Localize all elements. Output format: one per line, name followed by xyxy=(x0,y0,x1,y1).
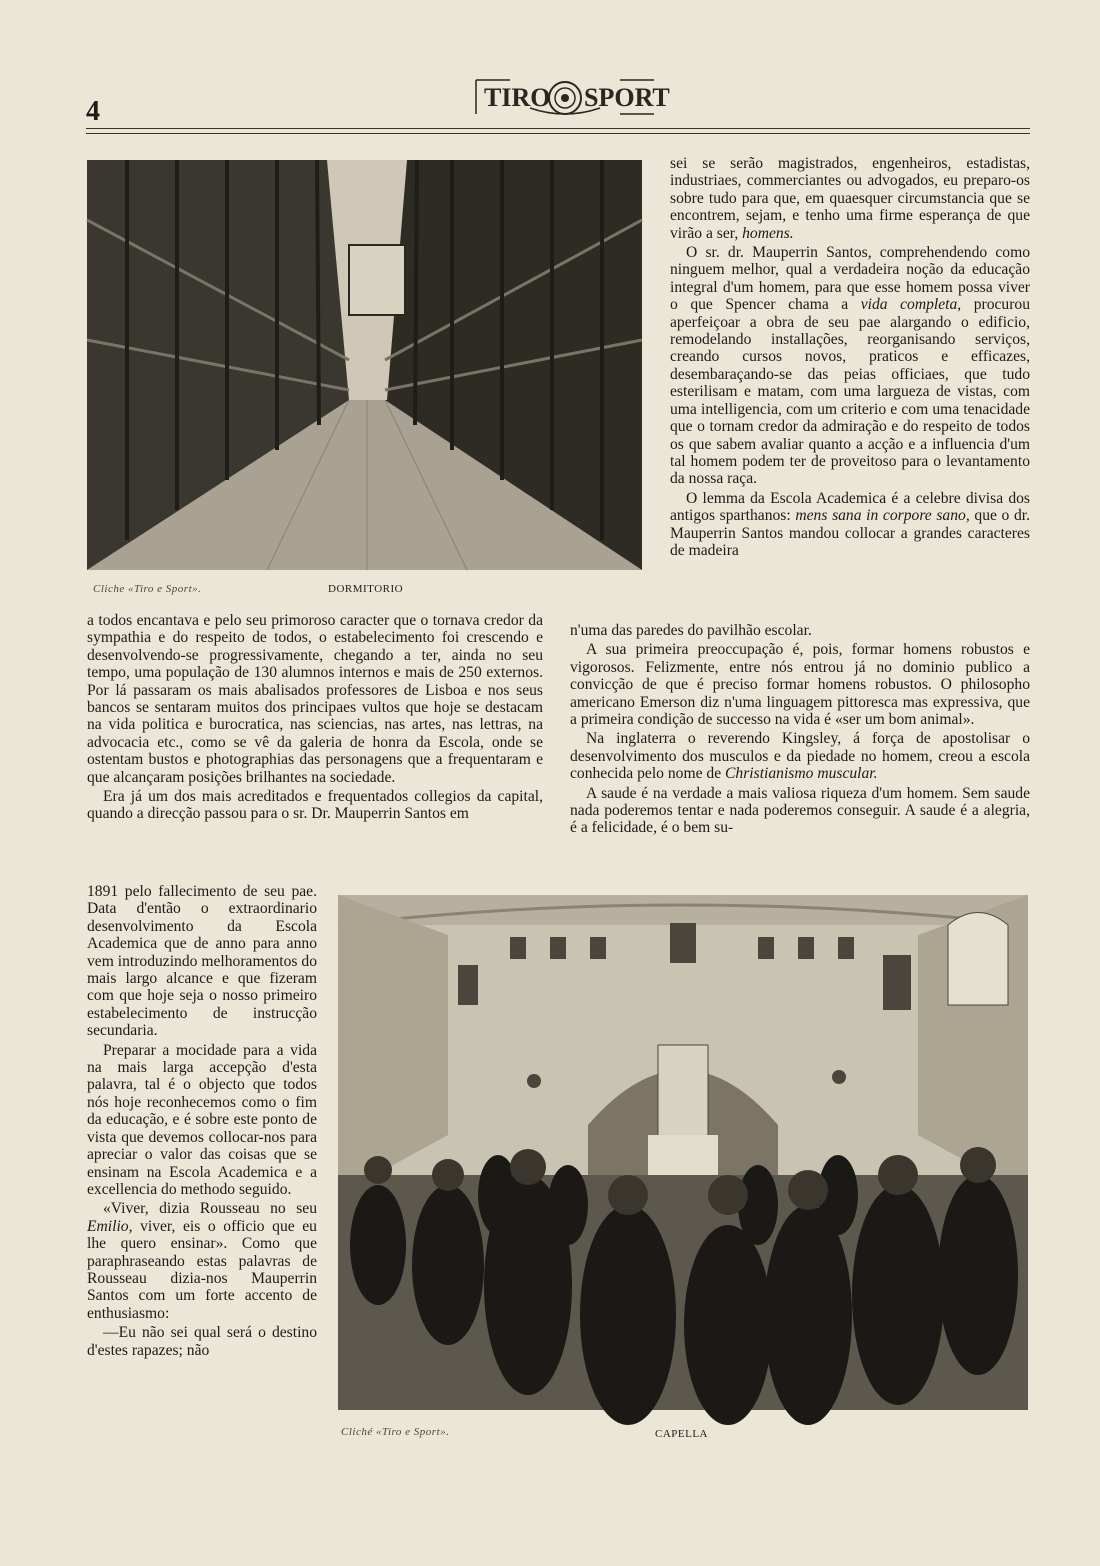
text-run: «Viver, dizia Rousseau no seu xyxy=(103,1200,317,1218)
dormitorio-caption: DORMITORIO xyxy=(328,583,404,595)
paragraph xyxy=(670,244,1030,488)
dormitorio-photo xyxy=(87,160,642,570)
paragraph: A sua primeira preoccupação é, pois, formar homens robustos e vigorosos. Felizmente, entre nós entrou já no dominio publico a convicção de que é preciso formar homens robustos. O philosopho americano Emerson diz n'uma linguagem pittoresca mas expressiva, que a primeira condição de successo na vida é «ser um bom animal». xyxy=(570,641,1030,729)
paragraph: a todos encantava e pelo seu primoroso caracter que o tornava credor da sympathia e do respeito de todos, o estabelecimento foi crescendo e desenvolvendo-se progressivamente, chegando a ter, ainda no seu tempo, uma população de 130 alumnos internos e mais de 250 externos. Por lá passaram os mais abalisados professores de Lisboa e nos seus bancos se sentaram muitos dos principaes vultos que hoje se destacam na vida politica e burocratica, nas sciencias, nas artes, nas lettras, na advocacia etc., como se vê da galeria de honra da Escola, onde se ostentam bustos e photographias das personagens que a frequentaram e que alcançaram posições brilhantes na sociedade. xyxy=(87,612,543,786)
emphasis: homens. xyxy=(742,224,794,242)
text-run: Na inglaterra o reverendo Kingsley, á força de apostolisar o desenvolvimento dos musculos e da piedade no homem, creou a escola conhecida pelo nome de xyxy=(570,730,1030,783)
paragraph: Preparar a mocidade para a vida na mais larga accepção d'esta palavra, tal é o objecto que todos nós hoje reconhecemos como o fim da educação, e é sobre este ponto de vista que devemos collocar-nos para apreciar o valor das coisas que se ensinam na Escola Academica e a excellencia do methodo seguido. xyxy=(87,1041,317,1198)
paragraph xyxy=(670,490,1030,560)
header-rule-thin xyxy=(86,133,1030,134)
page-number: 4 xyxy=(86,96,100,127)
text-run: procurou aperfeiçoar a obra de seu pae alargando o edificio, remodelando installações, reorganisando serviços, creando cursos novos, praticos e efficazes, desembaraçando-se das peias officiaes, que tudo esterilisam e matam, com uma largueza de vistas, com uma intelligencia, com um criterio e com uma tenacidade que o tornam credor da admiração e do respeito de todos os que sabem avaliar quanto a acção e a influencia d'um tal homem podem ter de proveitoso para o levantamento da nossa raça. xyxy=(670,296,1031,488)
left-column xyxy=(87,612,543,823)
paragraph xyxy=(87,1200,317,1322)
text-run: viver, eis o officio que eu lhe quero ensinar». Como que paraphraseando estas palavras de Rousseau dizia-nos Mauperrin Santos com um forte accento de enthusiasmo: xyxy=(87,1217,317,1322)
capella-credit: Cliché «Tiro e Sport». xyxy=(341,1426,450,1438)
text-run: sei se serão magistrados, engenheiros, estadistas, industriaes, commerciantes ou advogados, eu preparo-os sobre tudo para que, em quaesquer circumstancia que se encontrem, sejam, e tenho uma firme esperança de que virão a ser, xyxy=(670,155,1030,242)
paragraph xyxy=(670,155,1030,242)
svg-text:TIRO: TIRO xyxy=(484,83,551,112)
emphasis: vida completa, xyxy=(860,296,962,314)
paragraph: n'uma das paredes do pavilhão escolar. xyxy=(570,622,812,639)
header-rule xyxy=(86,128,1030,129)
emphasis: Christianismo muscular. xyxy=(725,765,878,783)
wide-column xyxy=(570,622,1030,837)
paragraph: A saude é na verdade a mais valiosa riqueza d'um homem. Sem saude nada poderemos tentar e nada poderemos conseguir. A saude é a alegria, é a felicidade, é o bem su- xyxy=(570,784,1030,837)
text-run: O lemma da Escola Academica é a celebre divisa dos antigos sparthanos: xyxy=(670,489,1030,525)
dormitorio-credit: Cliche «Tiro e Sport». xyxy=(93,583,202,595)
capella-caption: CAPELLA xyxy=(655,1428,708,1440)
masthead-logo xyxy=(470,68,670,120)
paragraph: 1891 pelo fallecimento de seu pae. Data d'então o extraordinario desenvolvimento da Escola Academica que de anno para anno vem introduzindo melhoramentos do mais largo alcance e que fizeram com que hoje seja o nosso primeiro estabelecimento de instrucção secundaria. xyxy=(87,883,317,1040)
paragraph: Era já um dos mais acreditados e frequentados collegios da capital, quando a direcção passou para o sr. Dr. Mauperrin Santos em xyxy=(87,788,543,823)
svg-text:SPORT: SPORT xyxy=(584,83,670,112)
narrow-column xyxy=(87,883,317,1359)
emphasis: mens sana in corpore sano, xyxy=(795,507,970,525)
paragraph xyxy=(570,730,1030,782)
right-column xyxy=(670,155,1030,559)
capella-photo xyxy=(338,895,1028,1410)
text-run: O sr. dr. Mauperrin Santos, comprehendendo como ninguem melhor, qual a verdadeira noção da educação integral d'um homem, para que esse homem possa viver o que Spencer chama a xyxy=(670,244,1030,314)
paragraph: —Eu não sei qual será o destino d'estes rapazes; não xyxy=(87,1324,317,1359)
text-run: que o dr. Mauperrin Santos mandou collocar a grandes caracteres de madeira xyxy=(670,507,1031,559)
emphasis: Emilio, xyxy=(87,1217,133,1235)
